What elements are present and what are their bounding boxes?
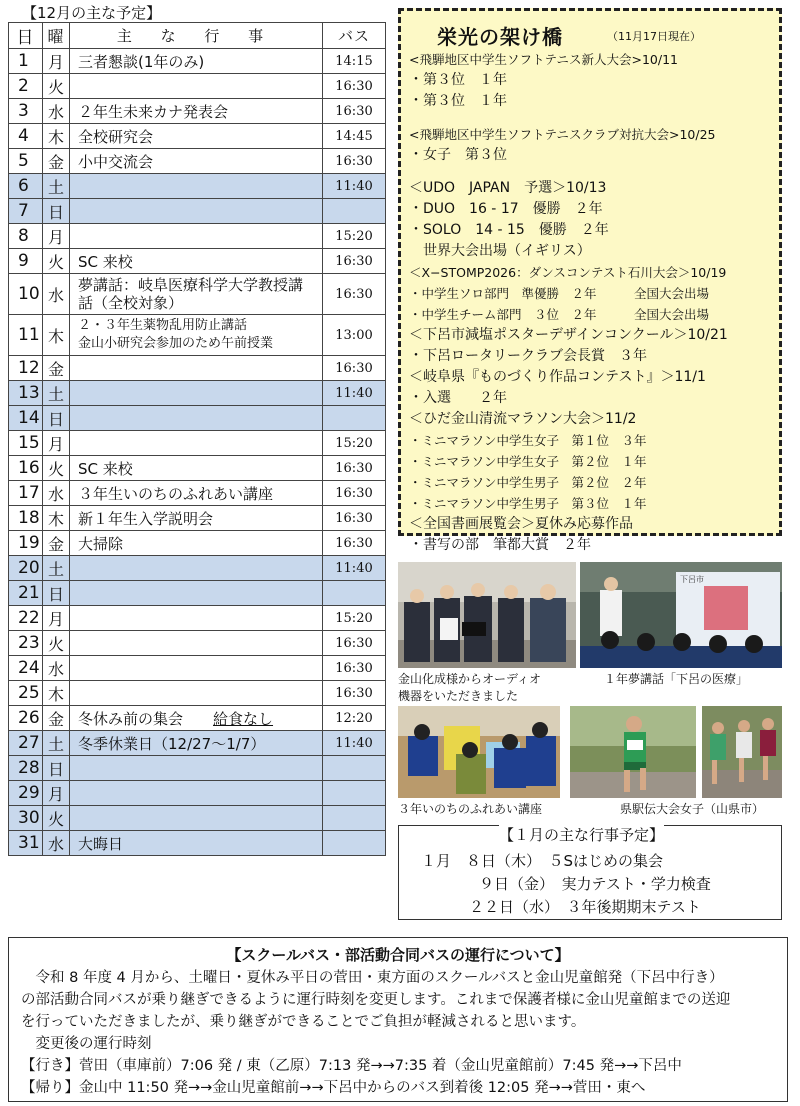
schedule-day: 26 [9,706,43,731]
schedule-event [70,356,323,381]
schedule-event-text: 新１年生入学説明会 [78,509,214,528]
schedule-bus-time: 16:30 [323,631,386,656]
schedule-day: 3 [9,99,43,124]
schedule-row [9,249,386,274]
schedule-bus-time [323,199,386,224]
schedule-day: 5 [9,149,43,174]
schedule-weekday: 木 [43,124,70,149]
bus-notice-paragraph-3: を行っていただきましたが、乗り継ぎができることでご負担が軽減されると思います。 [21,1014,586,1030]
schedule-event [70,124,323,149]
bus-schedule-return: 【帰り】金山中 11:50 発→→金山児童館前→→下呂中からのバス到着後 12:05 発→→菅田・東へ [21,1080,646,1096]
schedule-weekday: 金 [43,706,70,731]
schedule-event [70,706,323,731]
schedule-row [9,406,386,431]
schedule-weekday: 月 [43,781,70,806]
schedule-row [9,49,386,74]
schedule-day: 7 [9,199,43,224]
achievement-line: ・第３位 １年 [409,72,507,88]
achievement-line: ・中学生ソロ部門 準優勝 ２年 全国大会出場 [409,286,710,301]
achievements-box [398,8,782,553]
schedule-event-text: 大晦日 [78,834,124,853]
schedule-bus-time [323,781,386,806]
schedule-bus-time: 11:40 [323,556,386,581]
schedule-bus-time [323,831,386,856]
schedule-row [9,274,386,315]
schedule-event [70,556,323,581]
photo-dream-lecture [580,562,782,668]
january-line-3: ２２日（水） ３年後期期末テスト [469,898,701,916]
schedule-day: 29 [9,781,43,806]
photo-caption-ekiden: 県駅伝大会女子（山県市） [620,802,765,816]
schedule-bus-time [323,581,386,606]
achievement-line: ・入選 ２年 [409,390,507,406]
schedule-weekday: 火 [43,456,70,481]
schedule-row [9,124,386,149]
schedule-weekday: 日 [43,756,70,781]
schedule-row [9,781,386,806]
schedule-weekday: 月 [43,431,70,456]
schedule-row [9,631,386,656]
schedule-header-row [9,23,386,49]
schedule-bus-time: 15:20 [323,606,386,631]
schedule-day: 20 [9,556,43,581]
achievement-line: ・ミニマラソン中学生女子 第２位 １年 [409,454,647,469]
achievement-line: ・ミニマラソン中学生男子 第２位 ２年 [409,475,647,490]
schedule-day: 15 [9,431,43,456]
schedule-bus-time: 16:30 [323,506,386,531]
schedule-event [70,831,323,856]
january-schedule-box [398,825,782,920]
achievement-line: ・第３位 １年 [409,93,507,109]
schedule-weekday: 金 [43,531,70,556]
schedule-weekday: 火 [43,74,70,99]
schedule-row [9,149,386,174]
schedule-day: 25 [9,681,43,706]
achievement-line: ＜X−STOMP2026：ダンスコンテスト石川大会＞10/19 [409,265,727,280]
achievements-spacer [409,166,728,178]
schedule-bus-time [323,806,386,831]
achievement-line: ・中学生チーム部門 ３位 ２年 全国大会出場 [409,307,710,322]
schedule-bus-time [323,406,386,431]
schedule-event-text: SC 来校 [78,459,133,478]
schedule-bus-time: 16:30 [323,74,386,99]
schedule-event [70,681,323,706]
achievement-line: ＜下呂市減塩ポスターデザインコンクール＞10/21 [409,327,728,343]
schedule-event-text: 冬休み前の集会 [78,709,184,728]
achievements-title: 栄光の架け橋 [437,25,563,49]
achievements-date: （11月17日現在） [607,30,701,43]
schedule-day: 4 [9,124,43,149]
schedule-bus-time: 16:30 [323,356,386,381]
schedule-weekday: 木 [43,315,70,356]
schedule-event [70,274,323,315]
schedule-event-text: 大掃除 [78,534,124,553]
schedule-day: 30 [9,806,43,831]
schedule-day: 19 [9,531,43,556]
schedule-day: 14 [9,406,43,431]
schedule-weekday: 水 [43,481,70,506]
schedule-bus-time: 15:20 [323,224,386,249]
schedule-event-line-1: ２・３年生薬物乱用防止講話 [78,318,248,333]
header-bus: バス [323,23,386,49]
schedule-row [9,481,386,506]
photo-ekiden-group [702,706,782,798]
schedule-row [9,756,386,781]
photo-caption-life-lecture: ３年いのちのふれあい講座 [398,802,543,816]
schedule-event [70,149,323,174]
slide-title: 下呂市 [680,575,704,584]
schedule-event [70,99,323,124]
header-weekday: 曜 [43,23,70,49]
schedule-event [70,506,323,531]
schedule-row [9,315,386,356]
schedule-row [9,806,386,831]
schedule-weekday: 土 [43,174,70,199]
schedule-event [70,431,323,456]
schedule-day: 11 [9,315,43,356]
schedule-event [70,224,323,249]
schedule-bus-time: 16:30 [323,531,386,556]
schedule-row [9,681,386,706]
schedule-day: 12 [9,356,43,381]
schedule-event-text: 小中交流会 [78,152,154,171]
schedule-event [70,631,323,656]
schedule-weekday: 日 [43,581,70,606]
schedule-event-text: ３年生いのちのふれあい講座 [78,484,274,503]
schedule-event-text: 冬季休業日（12/27〜1/7） [78,734,266,753]
bus-notice-subheading: 変更後の運行時刻 [21,1036,152,1052]
schedule-event-line-2: 話（全校対象） [78,294,184,312]
schedule-row [9,556,386,581]
achievement-line: ・DUO 16 - 17 優勝 ２年 [409,201,603,217]
schedule-row [9,581,386,606]
schedule-event-text: SC 来校 [78,252,133,271]
schedule-bus-time: 16:30 [323,249,386,274]
schedule-day: 6 [9,174,43,199]
schedule-bus-time: 13:00 [323,315,386,356]
schedule-event-line-1: 夢講話：岐阜医療科学大学教授講 [78,276,304,294]
schedule-day: 8 [9,224,43,249]
schedule-event [70,581,323,606]
schedule-event-text: ２年生未来カナ発表会 [78,102,229,121]
schedule-day: 24 [9,656,43,681]
schedule-event-text: 全校研究会 [78,127,154,146]
bus-notice-paragraph-2: の部活動合同バスが乗り継ぎできるように運行時刻を変更します。これまで保護者様に金山児童館までの送迎 [21,992,731,1008]
december-schedule-table [8,22,386,856]
schedule-event [70,199,323,224]
schedule-event [70,531,323,556]
achievement-line: ＜ひだ金山清流マラソン大会＞11/2 [409,411,637,427]
achievements-list [409,49,728,556]
schedule-row [9,706,386,731]
schedule-event [70,806,323,831]
schedule-bus-time: 12:20 [323,706,386,731]
schedule-day: 2 [9,74,43,99]
photo-life-lecture [398,706,560,798]
schedule-weekday: 火 [43,249,70,274]
achievement-line: ・ミニマラソン中学生男子 第３位 １年 [409,496,647,511]
schedule-weekday: 木 [43,681,70,706]
schedule-row [9,356,386,381]
achievement-line: ・ミニマラソン中学生女子 第１位 ３年 [409,433,647,448]
schedule-weekday: 土 [43,381,70,406]
header-event: 主 な 行 事 [70,23,323,49]
schedule-bus-time: 16:30 [323,274,386,315]
schedule-day: 31 [9,831,43,856]
schedule-weekday: 水 [43,656,70,681]
photo-caption-audio-2: 機器をいただきました [398,689,519,703]
photo-caption-dream-lecture: １年夢講話「下呂の医療」 [604,672,749,686]
schedule-event [70,74,323,99]
schedule-bus-time: 11:40 [323,174,386,199]
schedule-event [70,781,323,806]
achievement-line: ＜全国書画展覧会＞夏休み応募作品 [409,516,633,532]
january-title: 【１月の主な行事予定】 [499,826,665,844]
schedule-day: 9 [9,249,43,274]
achievement-line: ・下呂ロータリークラブ会長賞 ３年 [409,348,647,364]
schedule-row [9,506,386,531]
schedule-event [70,381,323,406]
schedule-bus-time: 16:30 [323,681,386,706]
schedule-weekday: 水 [43,274,70,315]
schedule-weekday: 日 [43,406,70,431]
achievement-line: ・書写の部 筆都大賞 ２年 [409,537,591,553]
header-day: 日 [9,23,43,49]
schedule-event [70,756,323,781]
schedule-event [70,456,323,481]
schedule-weekday: 月 [43,49,70,74]
schedule-row [9,831,386,856]
schedule-weekday: 金 [43,149,70,174]
schedule-weekday: 水 [43,831,70,856]
schedule-bus-time: 14:15 [323,49,386,74]
bus-schedule-outbound: 【行き】菅田（車庫前）7:06 発 / 東（乙原）7:13 発→→7:35 着（金山児童館前）7:45 発→→下呂中 [21,1058,682,1074]
photo-ekiden-runner [570,706,696,798]
photo-audio-donation [398,562,576,668]
schedule-row [9,531,386,556]
schedule-event [70,731,323,756]
schedule-day: 28 [9,756,43,781]
schedule-day: 10 [9,274,43,315]
schedule-day: 16 [9,456,43,481]
achievement-line: ＜岐阜県『ものづくり作品コンテスト』＞11/1 [409,369,706,385]
achievement-line: <飛騨地区中学生ソフトテニス新人大会>10/11 [409,52,678,67]
bus-notice-paragraph-1: 令和 8 年度 4 月から、土曜日・夏休み平日の菅田・東方面のスクールバスと金山児童館発（下呂中行き） [21,970,724,986]
schedule-bus-time: 15:20 [323,431,386,456]
schedule-day: 27 [9,731,43,756]
schedule-bus-time: 16:30 [323,99,386,124]
schedule-weekday: 日 [43,199,70,224]
schedule-event [70,606,323,631]
schedule-bus-time: 16:30 [323,149,386,174]
schedule-row [9,99,386,124]
schedule-event [70,656,323,681]
schedule-weekday: 木 [43,506,70,531]
schedule-title: 【12月の主な予定】 [22,4,162,22]
schedule-event-note: 給食なし [213,709,274,728]
schedule-weekday: 火 [43,806,70,831]
schedule-row [9,656,386,681]
january-line-2: ９日（金） 実力テスト・学力検査 [479,875,711,893]
schedule-weekday: 火 [43,631,70,656]
schedule-row [9,381,386,406]
schedule-event [70,315,323,356]
achievement-line: <飛騨地区中学生ソフトテニスクラブ対抗大会>10/25 [409,127,716,142]
schedule-weekday: 土 [43,556,70,581]
schedule-day: 21 [9,581,43,606]
schedule-row [9,456,386,481]
schedule-event [70,49,323,74]
schedule-row [9,74,386,99]
schedule-weekday: 水 [43,99,70,124]
bus-notice-title: 【スクールバス・部活動合同バスの運行について】 [226,946,570,964]
schedule-bus-time: 16:30 [323,481,386,506]
schedule-day: 1 [9,49,43,74]
achievements-spacer [409,112,728,124]
schedule-event-line-2: 金山小研究会参加のため午前授業 [78,336,274,351]
schedule-day: 23 [9,631,43,656]
achievement-line: ＜UDO JAPAN 予選＞10/13 [409,180,607,196]
achievement-line: ・SOLO 14 - 15 優勝 ２年 [409,222,609,238]
schedule-day: 18 [9,506,43,531]
schedule-row [9,731,386,756]
schedule-row [9,224,386,249]
schedule-event [70,481,323,506]
schedule-weekday: 金 [43,356,70,381]
schedule-weekday: 土 [43,731,70,756]
schedule-weekday: 月 [43,606,70,631]
schedule-row [9,431,386,456]
schedule-day: 22 [9,606,43,631]
schedule-bus-time: 16:30 [323,656,386,681]
schedule-event [70,174,323,199]
schedule-row [9,199,386,224]
schedule-day: 13 [9,381,43,406]
schedule-bus-time [323,756,386,781]
schedule-bus-time: 11:40 [323,381,386,406]
achievement-line: ・女子 第３位 [409,147,507,163]
january-line-1: １月 ８日（木） ５Sはじめの集会 [421,852,664,870]
schedule-bus-time: 14:45 [323,124,386,149]
photo-caption-audio-1: 金山化成様からオーディオ [398,672,542,686]
schedule-row [9,606,386,631]
schedule-bus-time: 16:30 [323,456,386,481]
schedule-event [70,406,323,431]
schedule-bus-time: 11:40 [323,731,386,756]
school-bus-notice [8,937,788,1102]
schedule-day: 17 [9,481,43,506]
schedule-weekday: 月 [43,224,70,249]
schedule-event [70,249,323,274]
schedule-event-text: 三者懇談(1年のみ) [78,52,205,71]
achievement-line: 世界大会出場（イギリス） [409,243,591,259]
schedule-row [9,174,386,199]
